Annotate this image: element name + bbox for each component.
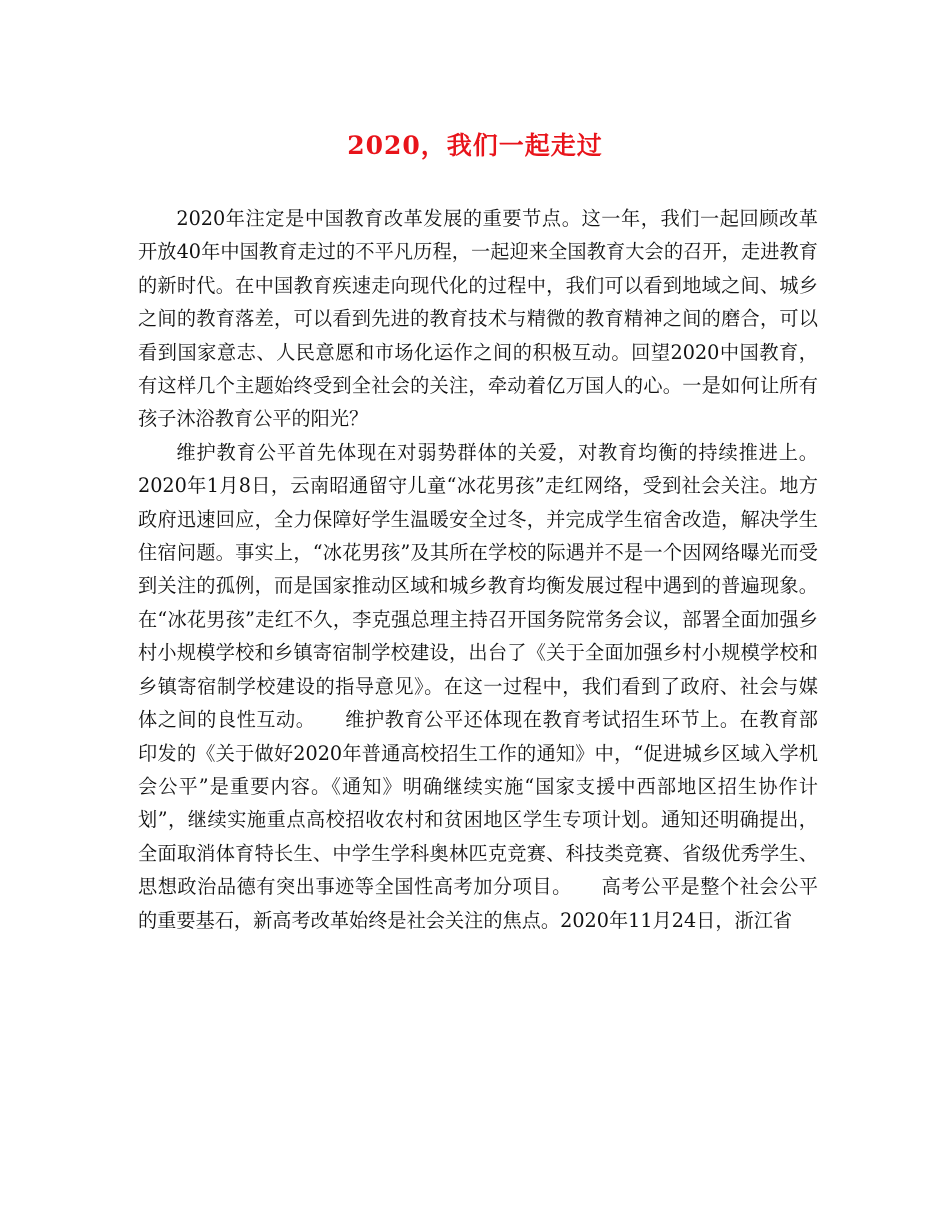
paragraph-2: 维护教育公平首先体现在对弱势群体的关爱，对教育均衡的持续推进上。2020年1月8日，云南昭通留守儿童“冰花男孩”走红网络，受到社会关注。地方政府迅速回应，全力保障好学生温暖安全过冬，并完成学生宿舍改造，解决学生住宿问题。事实上，“冰花男孩”及其所在学校的际遇并不是一个因网络曝光而受到关注的孤例，而是国家推动区域和城乡教育均衡发展过程中遇到的普遍现象。在“冰花男孩”走红不久，李克强总理主持召开国务院常务会议，部署全面加强乡村小规模学校和乡镇寄宿制学校建设，出台了《关于全面加强乡村小规模学校和乡镇寄宿制学校建设的指导意见》。在这一过程中，我们看到了政府、社会与媒体之间的良性互动。 维护教育公平还体现在教育考试招生环节上。在教育部印发的《关于做好2020年普通高校招生工作的通知》中，“促进城乡区域入学机会公平”是重要内容。《通知》明确继续实施“国家支援中西部地区招生协作计划”，继续实施重点高校招收农村和贫困地区学生专项计划。通知还明确提出，全面取消体育特长生、中学生学科奥林匹克竞赛、科技类竞赛、省级优秀学生、思想政治品德有突出事迹等全国性高考加分项目。 高考公平是整个社会公平的重要基石，新高考改革始终是社会关注的焦点。2020年11月24日，浙江省 bbox=[138, 440, 818, 932]
paragraph-1: 2020年注定是中国教育改革发展的重要节点。这一年，我们一起回顾改革开放40年中国教育走过的不平凡历程，一起迎来全国教育大会的召开，走进教育的新时代。在中国教育疾速走向现代化的过程中，我们可以看到地域之间、城乡之间的教育落差，可以看到先进的教育技术与精微的教育精神之间的磨合，可以看到国家意志、人民意愿和市场化运作之间的积极互动。回望2020中国教育，有这样几个主题始终受到全社会的关注，牵动着亿万国人的心。一是如何让所有孩子沐浴教育公平的阳光？ bbox=[138, 207, 818, 431]
document-title: 2020，我们一起走过 bbox=[347, 131, 603, 160]
document-body bbox=[138, 202, 818, 937]
